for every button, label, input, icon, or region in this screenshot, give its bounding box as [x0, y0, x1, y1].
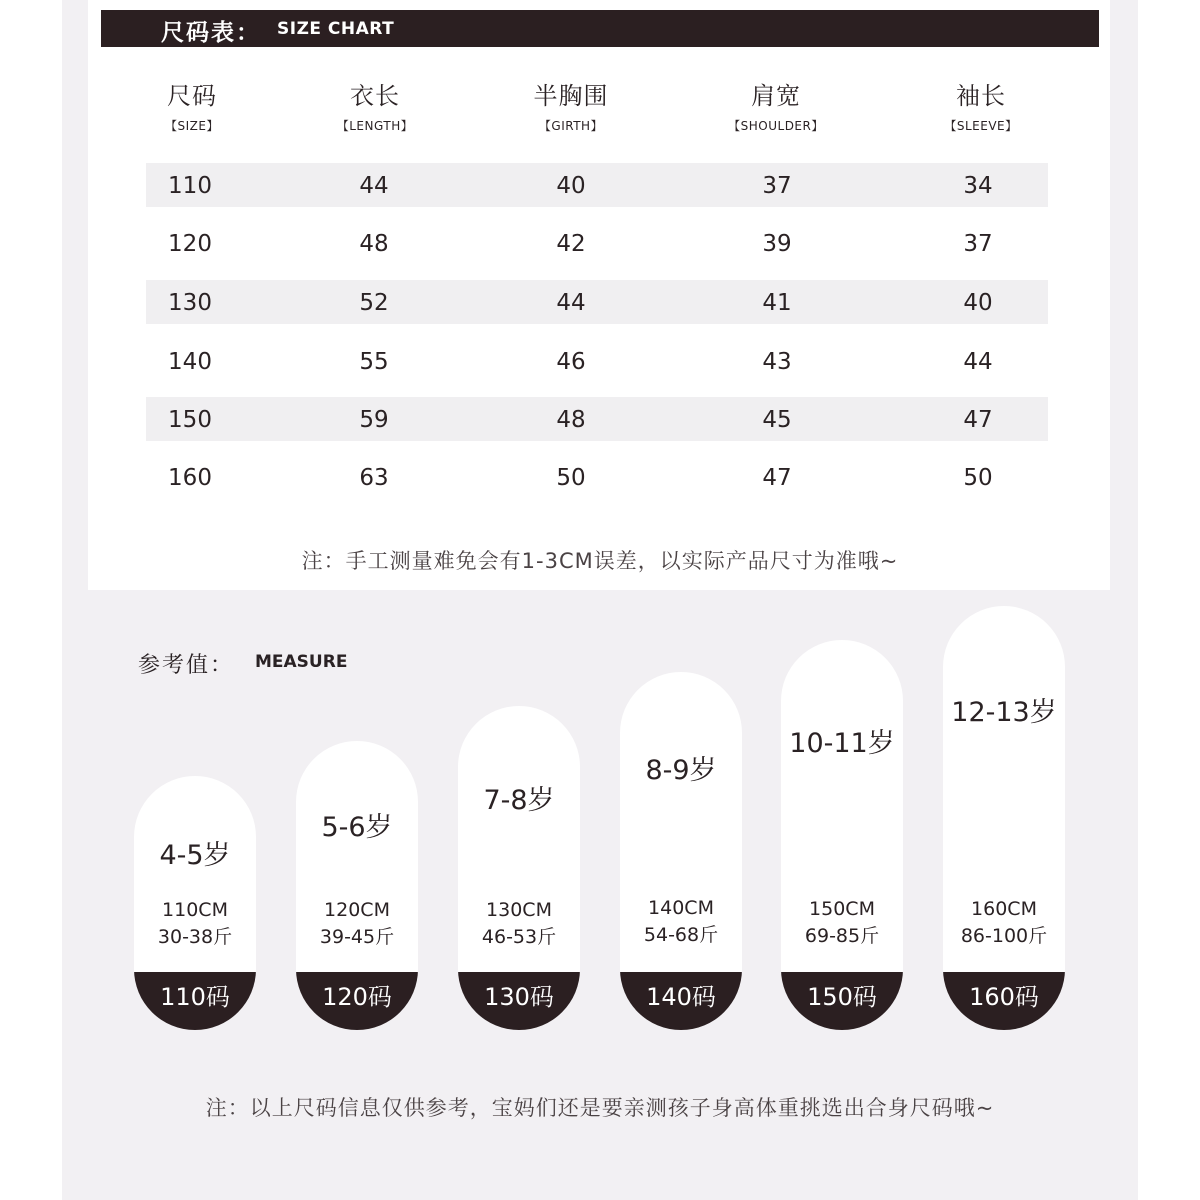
column-header-shoulder: [696, 76, 856, 134]
column-header-en: 【LENGTH】: [336, 119, 414, 133]
height-value: 150CM: [809, 898, 875, 920]
table-row: [146, 339, 1048, 383]
cell-sleeve: 47: [963, 407, 993, 433]
column-header-size: [112, 76, 272, 134]
column-header-sleeve: [901, 76, 1061, 134]
cell-shoulder: 45: [762, 407, 792, 433]
column-header-en: 【SLEEVE】: [944, 119, 1018, 133]
table-row: [146, 397, 1048, 441]
cell-size: 150: [168, 407, 212, 433]
column-header-cn: 肩宽: [751, 82, 801, 110]
cell-length: 63: [359, 465, 389, 491]
column-header-girth: [491, 76, 651, 134]
table-row: [146, 455, 1048, 499]
age-range: 7-8岁: [483, 785, 555, 816]
cell-sleeve: 50: [963, 465, 993, 491]
size-reference-card: [134, 776, 256, 1030]
cell-girth: 44: [556, 290, 586, 316]
cell-shoulder: 43: [762, 349, 792, 375]
header-title-en: SIZE CHART: [277, 19, 395, 39]
column-header-cn: 袖长: [956, 82, 1006, 110]
weight-range: 54-68斤: [643, 924, 719, 946]
cell-size: 160: [168, 465, 212, 491]
cell-shoulder: 41: [762, 290, 792, 316]
cell-girth: 50: [556, 465, 586, 491]
cell-sleeve: 37: [963, 231, 993, 257]
measurement-note: 注：手工测量难免会有1-3CM误差，以实际产品尺寸为准哦~: [301, 549, 899, 573]
age-range: 5-6岁: [321, 812, 393, 843]
weight-range: 39-45斤: [319, 926, 395, 948]
cell-girth: 48: [556, 407, 586, 433]
column-header-length: [295, 76, 455, 134]
header-title-cn: 尺码表：: [161, 20, 261, 46]
cell-length: 59: [359, 407, 389, 433]
weight-range: 46-53斤: [481, 926, 557, 948]
reference-note: 注：以上尺码信息仅供参考，宝妈们还是要亲测孩子身高体重挑选出合身尺码哦~: [205, 1096, 995, 1120]
age-range: 10-11岁: [789, 728, 895, 759]
size-reference-card: [458, 706, 580, 1030]
column-header-en: 【SIZE】: [165, 119, 219, 133]
age-range: 8-9岁: [645, 755, 717, 786]
column-header-en: 【GIRTH】: [538, 119, 604, 133]
height-value: 140CM: [648, 897, 714, 919]
cell-shoulder: 37: [762, 173, 792, 199]
size-reference-card: [296, 741, 418, 1030]
height-value: 130CM: [486, 899, 552, 921]
height-value: 160CM: [971, 898, 1037, 920]
table-row: [146, 163, 1048, 207]
size-label: 150码: [781, 972, 903, 1030]
cell-sleeve: 34: [963, 173, 993, 199]
cell-girth: 46: [556, 349, 586, 375]
measure-title-en: MEASURE: [255, 652, 348, 672]
size-label: 110码: [134, 972, 256, 1030]
column-header-cn: 尺码: [167, 82, 217, 110]
cell-size: 120: [168, 231, 212, 257]
size-reference-card: [781, 640, 903, 1030]
cell-size: 130: [168, 290, 212, 316]
column-header-cn: 半胸围: [533, 82, 609, 110]
measure-title-cn: 参考值：: [138, 653, 235, 678]
weight-range: 86-100斤: [960, 925, 1048, 947]
size-label: 160码: [943, 972, 1065, 1030]
cell-girth: 42: [556, 231, 586, 257]
cell-shoulder: 39: [762, 231, 792, 257]
weight-range: 69-85斤: [804, 925, 880, 947]
cell-girth: 40: [556, 173, 586, 199]
cell-sleeve: 44: [963, 349, 993, 375]
table-row: [146, 280, 1048, 324]
weight-range: 30-38斤: [157, 926, 233, 948]
cell-shoulder: 47: [762, 465, 792, 491]
cell-length: 48: [359, 231, 389, 257]
size-reference-card: [620, 672, 742, 1030]
table-row: [146, 221, 1048, 265]
age-range: 12-13岁: [951, 697, 1057, 728]
cell-size: 140: [168, 349, 212, 375]
size-label: 130码: [458, 972, 580, 1030]
cell-length: 44: [359, 173, 389, 199]
size-label: 120码: [296, 972, 418, 1030]
height-value: 120CM: [324, 899, 390, 921]
cell-size: 110: [168, 173, 212, 199]
cell-length: 55: [359, 349, 389, 375]
cell-length: 52: [359, 290, 389, 316]
cell-sleeve: 40: [963, 290, 993, 316]
column-header-cn: 衣长: [350, 82, 400, 110]
size-chart-header: [101, 10, 1099, 47]
size-reference-card: [943, 606, 1065, 1030]
column-header-en: 【SHOULDER】: [728, 119, 824, 133]
size-label: 140码: [620, 972, 742, 1030]
height-value: 110CM: [162, 899, 228, 921]
age-range: 4-5岁: [159, 840, 231, 871]
